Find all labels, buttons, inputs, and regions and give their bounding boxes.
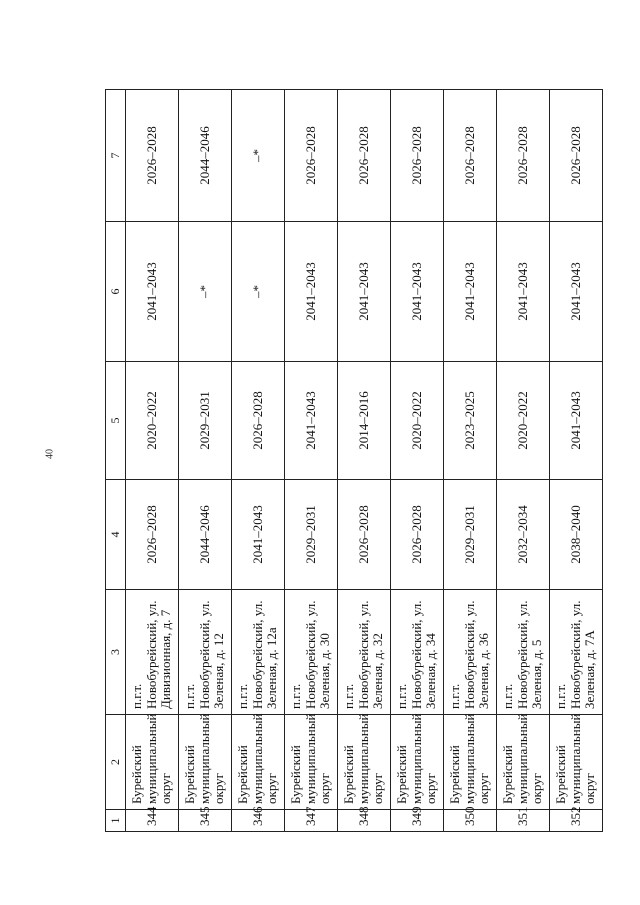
cell-col-7: 2026–2028 [126,90,179,222]
cell-col-7: 2026–2028 [550,90,603,222]
cell-col-6: 2041–2043 [444,222,497,362]
cell-col-7: 2026–2028 [497,90,550,222]
cell-col-4: 2038–2040 [550,480,603,590]
header-col-5: 5 [106,362,126,480]
cell-address: п.г.т. Новобурейский, ул. Зеленая, д. 34 [391,590,444,715]
cell-col-7: –* [232,90,285,222]
cell-district: Бурейский муниципальный округ [497,715,550,810]
table-row [391,90,444,832]
cell-col-5: 2014–2016 [338,362,391,480]
table-row [126,90,179,832]
cell-col-4: 2026–2028 [338,480,391,590]
cell-col-6: 2041–2043 [338,222,391,362]
cell-col-4: 2026–2028 [126,480,179,590]
cell-address: п.г.т. Новобурейский, ул. Зеленая, д. 12 [179,590,232,715]
cell-col-5: 2029–2031 [179,362,232,480]
cell-number: 348 [338,810,391,832]
cell-district: Бурейский муниципальный округ [285,715,338,810]
header-col-3: 3 [106,590,126,715]
cell-col-4: 2041–2043 [232,480,285,590]
cell-col-6: 2041–2043 [126,222,179,362]
cell-col-6: 2041–2043 [550,222,603,362]
cell-address: п.г.т. Новобурейский, ул. Зеленая, д. 12а [232,590,285,715]
cell-col-4: 2032–2034 [497,480,550,590]
cell-number: 347 [285,810,338,832]
cell-district: Бурейский муниципальный округ [338,715,391,810]
table-body [126,90,603,832]
cell-col-7: 2026–2028 [391,90,444,222]
table-header [106,90,126,832]
cell-col-5: 2041–2043 [285,362,338,480]
page-number: 40 [44,449,56,459]
cell-district: Бурейский муниципальный округ [391,715,444,810]
header-row [106,90,126,832]
cell-col-5: 2020–2022 [497,362,550,480]
table-row [179,90,232,832]
cell-col-7: 2026–2028 [444,90,497,222]
cell-district: Бурейский муниципальный округ [179,715,232,810]
header-col-6: 6 [106,222,126,362]
cell-number: 346 [232,810,285,832]
cell-col-7: 2026–2028 [285,90,338,222]
cell-col-5: 2026–2028 [232,362,285,480]
cell-col-5: 2041–2043 [550,362,603,480]
cell-number: 345 [179,810,232,832]
header-col-7: 7 [106,90,126,222]
header-col-2: 2 [106,715,126,810]
cell-address: п.г.т. Новобурейский, ул. Зеленая, д. 5 [497,590,550,715]
cell-number: 350 [444,810,497,832]
cell-col-5: 2020–2022 [126,362,179,480]
cell-number: 349 [391,810,444,832]
table-row [232,90,285,832]
cell-address: п.г.т. Новобурейский, ул. Зеленая, д. 32 [338,590,391,715]
cell-district: Бурейский муниципальный округ [550,715,603,810]
cell-col-7: 2026–2028 [338,90,391,222]
rotated-table-wrapper [105,90,602,832]
cell-number: 344 [126,810,179,832]
cell-col-7: 2044–2046 [179,90,232,222]
cell-district: Бурейский муниципальный округ [126,715,179,810]
cell-col-4: 2044–2046 [179,480,232,590]
cell-col-4: 2029–2031 [444,480,497,590]
table-row [338,90,391,832]
cell-col-6: –* [179,222,232,362]
cell-address: п.г.т. Новобурейский, ул. Зеленая, д. 36 [444,590,497,715]
cell-address: п.г.т. Новобурейский, ул. Зеленая, д. 7А [550,590,603,715]
cell-col-5: 2023–2025 [444,362,497,480]
table-row [285,90,338,832]
table-row [550,90,603,832]
cell-number: 351 [497,810,550,832]
table-row [497,90,550,832]
table-container [105,90,602,832]
cell-col-6: 2041–2043 [391,222,444,362]
header-col-4: 4 [106,480,126,590]
cell-district: Бурейский муниципальный округ [444,715,497,810]
cell-district: Бурейский муниципальный округ [232,715,285,810]
cell-col-6: 2041–2043 [497,222,550,362]
housing-repair-schedule-table [105,89,603,832]
header-col-1: 1 [106,810,126,832]
table-row [444,90,497,832]
cell-address: п.г.т. Новобурейский, ул. Дивизионная, д. 7 [126,590,179,715]
cell-col-5: 2020–2022 [391,362,444,480]
cell-col-6: –* [232,222,285,362]
cell-number: 352 [550,810,603,832]
cell-col-4: 2026–2028 [391,480,444,590]
cell-col-6: 2041–2043 [285,222,338,362]
cell-col-4: 2029–2031 [285,480,338,590]
cell-address: п.г.т. Новобурейский, ул. Зеленая, д. 30 [285,590,338,715]
